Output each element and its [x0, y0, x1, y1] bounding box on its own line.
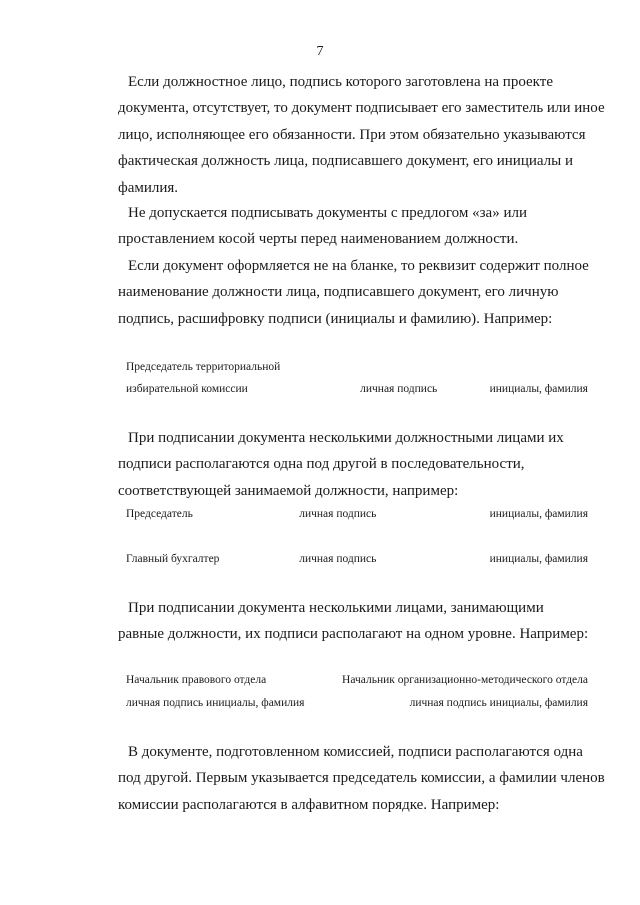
text-line: подписи располагаются одна под другой в последовательности,: [118, 456, 525, 473]
example1-signature-row: [126, 383, 588, 395]
example2-signature: личная подпись: [299, 553, 377, 565]
text-line: проставлением косой черты перед наименованием должности.: [118, 231, 519, 248]
example2-row-2: [126, 553, 588, 565]
example1-position-line2: избирательной комиссии: [126, 383, 248, 395]
example1-name: инициалы, фамилия: [489, 383, 588, 395]
text-line: Если должностное лицо, подпись которого заготовлена на проекте: [128, 74, 553, 90]
example2-row-1: [126, 508, 588, 520]
text-line: комиссии располагаются в алфавитном порядке. Например:: [118, 796, 500, 813]
example3-right-position: Начальник организационно-методического отдела: [342, 674, 588, 686]
paragraph-6: [118, 739, 605, 818]
text-line: равные должности, их подписи располагают на одном уровне. Например:: [118, 626, 589, 643]
example2-position: Председатель: [126, 508, 193, 520]
text-line: соответствующей занимаемой должности, например:: [118, 482, 459, 499]
text-line: Если документ оформляется не на бланке, то реквизит содержит полное: [128, 258, 589, 274]
paragraph-5: [118, 595, 596, 648]
example3-left-signature: личная подпись инициалы, фамилия: [126, 697, 305, 709]
page-number: 7: [316, 44, 324, 59]
example2-signature: личная подпись: [299, 508, 377, 520]
example3-signature-row: [126, 697, 588, 709]
text-line: При подписании документа несколькими лицами, занимающими: [128, 600, 544, 616]
text-line: фамилия.: [118, 179, 179, 196]
text-line: В документе, подготовленном комиссией, подписи располагаются одна: [128, 744, 583, 760]
text-line: под другой. Первым указывается председатель комиссии, а фамилии членов: [118, 770, 605, 787]
text-line: При подписании документа несколькими должностными лицами их: [128, 430, 564, 446]
text-line: документа, отсутствует, то документ подписывает его заместитель или иное: [118, 100, 605, 117]
paragraph-3: [118, 253, 596, 332]
paragraph-4: [118, 425, 596, 504]
example2-name: инициалы, фамилия: [489, 553, 588, 565]
text-line: фактическая должность лица, подписавшего документ, его инициалы и: [118, 153, 574, 170]
example2-position: Главный бухгалтер: [126, 553, 220, 565]
paragraph-2: [118, 200, 596, 253]
paragraph-1: [118, 69, 605, 201]
example2-name: инициалы, фамилия: [489, 508, 588, 520]
example3-left-position: Начальник правового отдела: [126, 674, 267, 686]
text-line: наименование должности лица, подписавшего документ, его личную: [118, 284, 559, 301]
example3-right-signature: личная подпись инициалы, фамилия: [409, 697, 588, 709]
text-line: Не допускается подписывать документы с предлогом «за» или: [128, 205, 527, 221]
text-line: лицо, исполняющее его обязанности. При этом обязательно указываются: [118, 126, 586, 143]
example1-position-line1: Председатель территориальной: [126, 361, 281, 373]
text-line: подпись, расшифровку подписи (инициалы и фамилию). Например:: [118, 310, 553, 327]
example3-position-row: [126, 674, 588, 686]
example1-signature: личная подпись: [360, 383, 438, 395]
